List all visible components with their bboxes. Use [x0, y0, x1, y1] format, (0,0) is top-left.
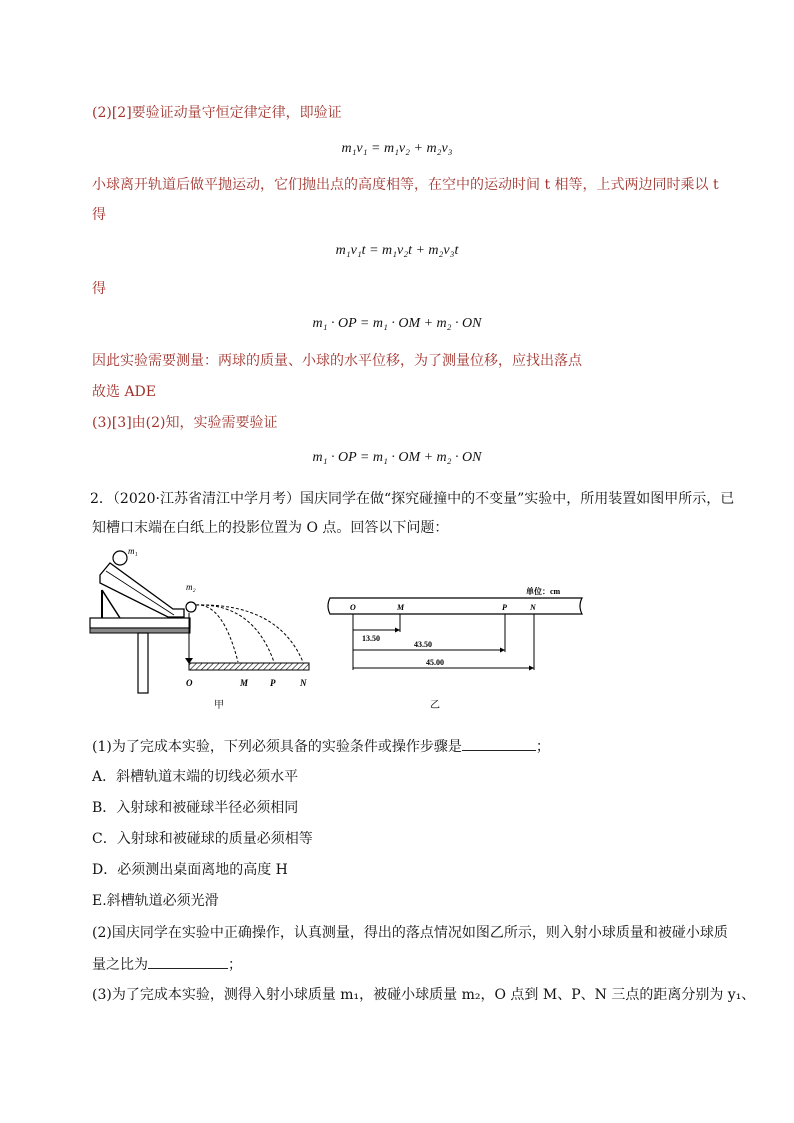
figure-yi — [322, 582, 592, 712]
dist-om: 13.50 — [362, 634, 380, 643]
solution-explanation: 小球离开轨道后做平抛运动，它们抛出点的高度相等，在空中的运动时间 t 相等，上式两边同时乘以 t — [92, 177, 719, 193]
formula-verify: m₁ · OP = m₁ · OM + m₂ · ON — [312, 450, 482, 465]
caption-jia: 甲 — [214, 700, 224, 711]
sub-question-2-line2 — [92, 954, 242, 974]
ground — [189, 663, 309, 670]
formula-times-t: m₁v₁t = m₁v₂t + m₂v₃t — [335, 243, 459, 258]
sub-question-1-text: (1)为了完成本实验，下列必须具备的实验条件或操作步骤是 — [92, 739, 462, 755]
solution-part2-intro: (2)[2]要验证动量守恒定律定律，即验证 — [92, 105, 342, 121]
option-c: C．入射球和被碰球的质量必须相等 — [92, 831, 313, 847]
ramp — [100, 563, 184, 617]
solution-answer: 故选 ADE — [92, 384, 157, 400]
solution-de-1: 得 — [92, 207, 106, 223]
sub-question-2-line1: (2)国庆同学在实验中正确操作，认真测量，得出的落点情况如图乙所示，则入射小球质量和被碰小球质 — [92, 925, 728, 941]
point-n-jia: N — [300, 678, 307, 688]
trajectory-p — [196, 605, 274, 662]
option-e: E.斜槽轨道必须光滑 — [92, 893, 219, 909]
point-m-yi: M — [397, 603, 405, 612]
question2-stem-2: 知槽口末端在白纸上的投影位置为 O 点。回答以下问题： — [92, 520, 449, 536]
ball-m2 — [186, 602, 196, 612]
formula-momentum: m₁v₁ = m₁v₂ + m₂v₃ — [341, 141, 453, 156]
sub-question-3: (3)为了完成本实验，测得入射小球质量 m₁，被碰小球质量 m₂，O 点到 M、P、N 三点的距离分别为 y₁、 — [92, 987, 756, 1003]
table-top — [90, 618, 190, 628]
point-m-jia: M — [240, 678, 249, 688]
table-edge — [90, 628, 190, 633]
point-o-yi: O — [350, 603, 356, 612]
point-p-yi: P — [502, 603, 507, 612]
trajectory-m — [196, 605, 238, 662]
ruler-strip — [328, 598, 582, 614]
point-p-jia: P — [270, 678, 276, 688]
point-o-jia: O — [186, 678, 193, 688]
option-a: A．斜槽轨道末端的切线必须水平 — [92, 769, 299, 785]
sub-question-2-end: ； — [228, 957, 242, 973]
solution-de-2: 得 — [92, 281, 106, 297]
label-m2: m₂ — [186, 582, 196, 592]
table-leg — [138, 633, 148, 693]
option-d: D．必须测出桌面离地的高度 H — [92, 862, 288, 878]
answer-blank-2[interactable] — [148, 954, 228, 969]
solution-need: 因此实验需要测量：两球的质量、小球的水平位移，为了测量位移，应找出落点 — [92, 353, 582, 369]
dist-op: 43.50 — [414, 640, 432, 649]
point-n-yi: N — [530, 603, 536, 612]
solution-part3: (3)[3]由(2)知，实验需要验证 — [92, 415, 278, 431]
formula-distance: m₁ · OP = m₁ · OM + m₂ · ON — [312, 316, 482, 331]
ball-m1 — [113, 551, 127, 565]
sub-question-1-end: ； — [535, 739, 550, 755]
unit-label: 单位：cm — [526, 587, 561, 596]
question2-stem-1: 2．（2020·江苏省清江中学月考）国庆同学在做“探究碰撞中的不变量”实验中，所用装置如图甲所示，已 — [90, 491, 735, 507]
figure-jia — [88, 545, 328, 715]
sub-question-1 — [92, 736, 550, 756]
caption-yi: 乙 — [430, 700, 440, 711]
label-m1: m₁ — [128, 546, 138, 556]
sub-question-2-text: 量之比为 — [92, 957, 148, 973]
trajectory-n — [196, 605, 303, 662]
dist-on: 45.00 — [426, 658, 444, 667]
option-b: B．入射球和被碰球半径必须相同 — [92, 800, 299, 816]
answer-blank-1[interactable] — [462, 736, 536, 751]
